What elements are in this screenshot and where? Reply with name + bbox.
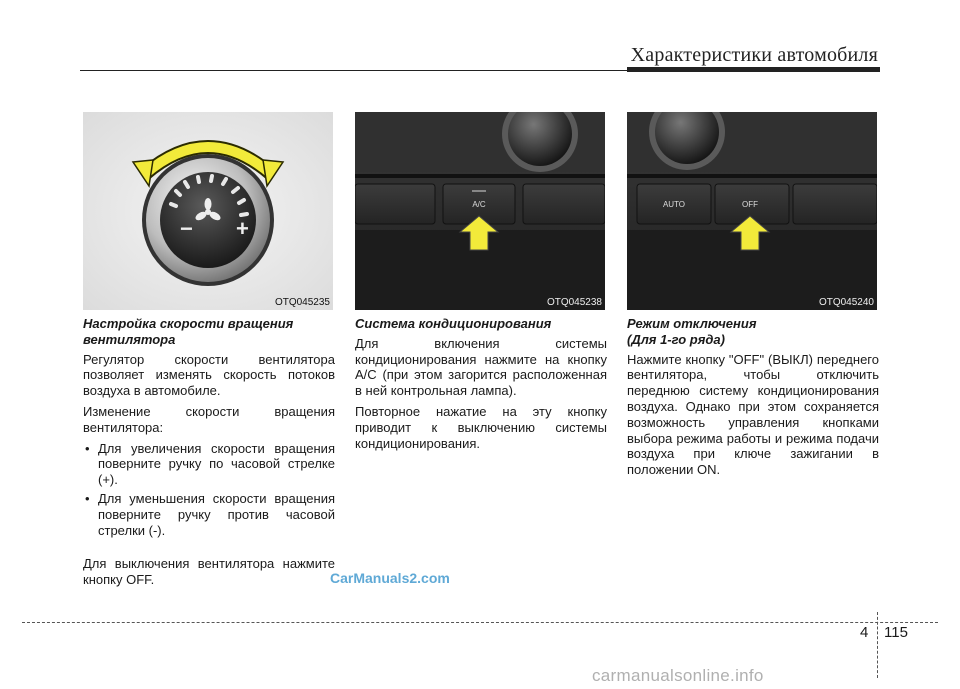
section-fan-speed [83,316,335,593]
off-panel-figure [627,112,877,310]
off-button-label: OFF [742,200,758,209]
section-air-conditioning [355,316,607,456]
header-rule-accent [627,67,880,72]
paragraph: Для включения системы кондиционирования нажмите на кнопку A/C (при этом загорится расположенная в ней контрольная лампа). [355,335,607,399]
page-header-title: Характеристики автомобиля [630,44,878,66]
fan-knob-figure [83,112,333,310]
list-item: • Для уменьшения скорости вращения поверните ручку против часовой стрелки (-). [83,491,335,538]
paragraph: Для выключения вентилятора нажмите кнопку OFF. [83,556,335,588]
paragraph: Изменение скорости вращения вентилятора: [83,403,335,435]
chapter-number: 4 [860,624,869,641]
paragraph: Регулятор скорости вентилятора позволяет изменять скорость потоков воздуха в автомобиле. [83,351,335,399]
footer-divider-vertical [877,612,878,678]
figure-caption: OTQ045240 [818,297,874,308]
ac-panel-figure [355,112,605,310]
footer-divider [22,622,938,623]
watermark-link[interactable]: CarManuals2.com [330,570,450,586]
figure-caption: OTQ045235 [274,297,330,308]
paragraph: Нажмите кнопку "OFF" (ВЫКЛ) переднего вентилятора, чтобы отключить переднюю систему кондиционирования воздуха. Однако при этом сохраняется возможность управления кнопками выбора режима работы и режима подачи воздуха при ключе зажигании в положении ON. [627,351,879,478]
footer-site-link[interactable]: carmanualsonline.info [592,666,764,685]
paragraph: Повторное нажатие на эту кнопку приводит к выключению системы кондиционирования. [355,403,607,451]
page-number: 115 [884,624,908,641]
minus-label: − [180,216,193,241]
plus-label: + [236,216,249,241]
section-off-mode [627,316,879,483]
ac-button-label: A/C [472,200,486,209]
bullet-list [83,441,335,539]
section-heading: Система кондиционирования [355,316,552,331]
list-item: • Для увеличения скорости вращения поверните ручку по часовой стрелке (+). [83,441,335,488]
figure-caption: OTQ045238 [546,297,602,308]
section-heading: Настройка скорости вращения вентилятора [83,316,294,347]
section-heading: Режим отключения (Для 1-го ряда) [627,316,757,347]
auto-button-label: AUTO [662,200,686,209]
